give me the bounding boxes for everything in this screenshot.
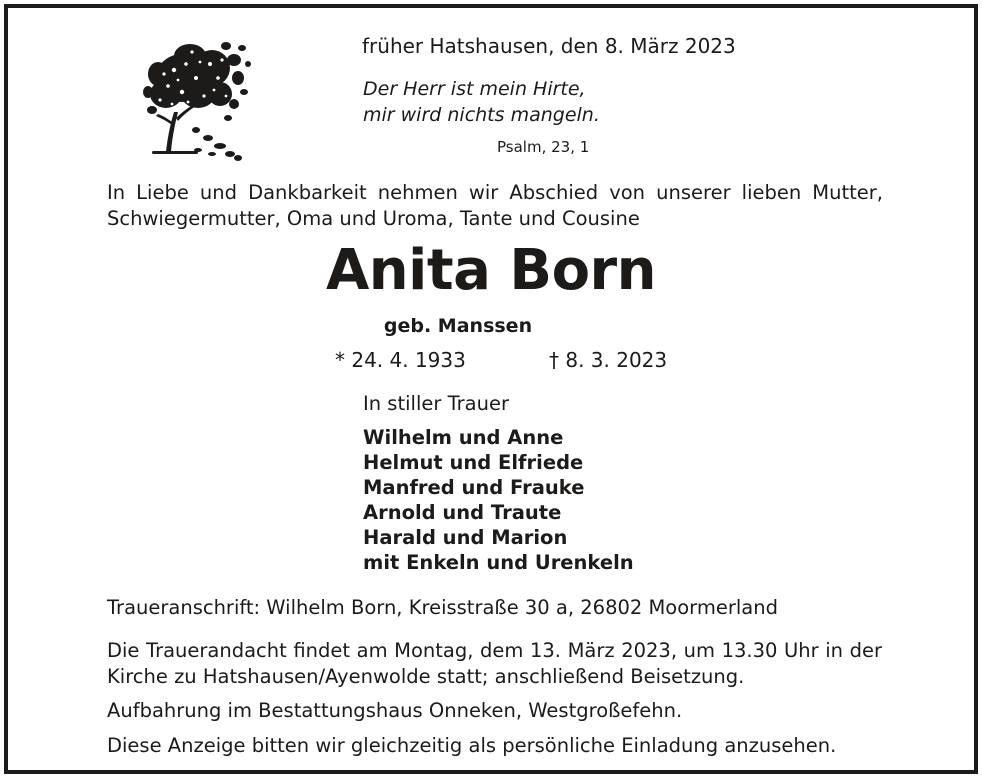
mourner-name: Wilhelm und Anne	[363, 426, 564, 449]
intro-text: In Liebe und Dankbarkeit nehmen wir Abschied von unserer lieben Mutter, Schwiegermutter, Oma und Uroma, Tante und Cousine	[107, 181, 883, 230]
deceased-name: Anita Born	[325, 238, 657, 303]
birth-date: * 24. 4. 1933	[335, 348, 466, 372]
verse-source: Psalm, 23, 1	[497, 138, 590, 156]
mourner-name: Harald und Marion	[363, 526, 568, 549]
obituary-notice	[4, 4, 978, 774]
maiden-name: geb. Manssen	[383, 315, 533, 337]
mourner-name: Helmut und Elfriede	[363, 451, 584, 474]
place-date: früher Hatshausen, den 8. März 2023	[362, 34, 736, 58]
viewing-info: Aufbahrung im Bestattungshaus Onneken, Westgroßefehn.	[107, 699, 683, 722]
verse-line: mir wird nichts mangeln.	[363, 104, 600, 126]
mourning-heading: In stiller Trauer	[363, 392, 509, 415]
death-date: † 8. 3. 2023	[549, 348, 668, 372]
verse-line: Der Herr ist mein Hirte,	[363, 78, 586, 100]
mourner-name: Arnold und Traute	[363, 501, 562, 524]
mourning-address: Traueranschrift: Wilhelm Born, Kreisstraße 30 a, 26802 Moormerland	[107, 596, 778, 619]
bible-verse	[363, 76, 600, 128]
mourner-list	[363, 425, 634, 575]
service-info: Die Trauerandacht findet am Montag, dem 13. März 2023, um 13.30 Uhr in der Kirche zu Hatshausen/Ayenwolde statt; anschließend Beisetzung.	[107, 639, 882, 688]
mourner-name: Manfred und Frauke	[363, 476, 585, 499]
invitation-note: Diese Anzeige bitten wir gleichzeitig als persönliche Einladung anzusehen.	[107, 734, 837, 757]
tree-icon	[138, 34, 256, 164]
mourner-name: mit Enkeln und Urenkeln	[363, 551, 634, 574]
